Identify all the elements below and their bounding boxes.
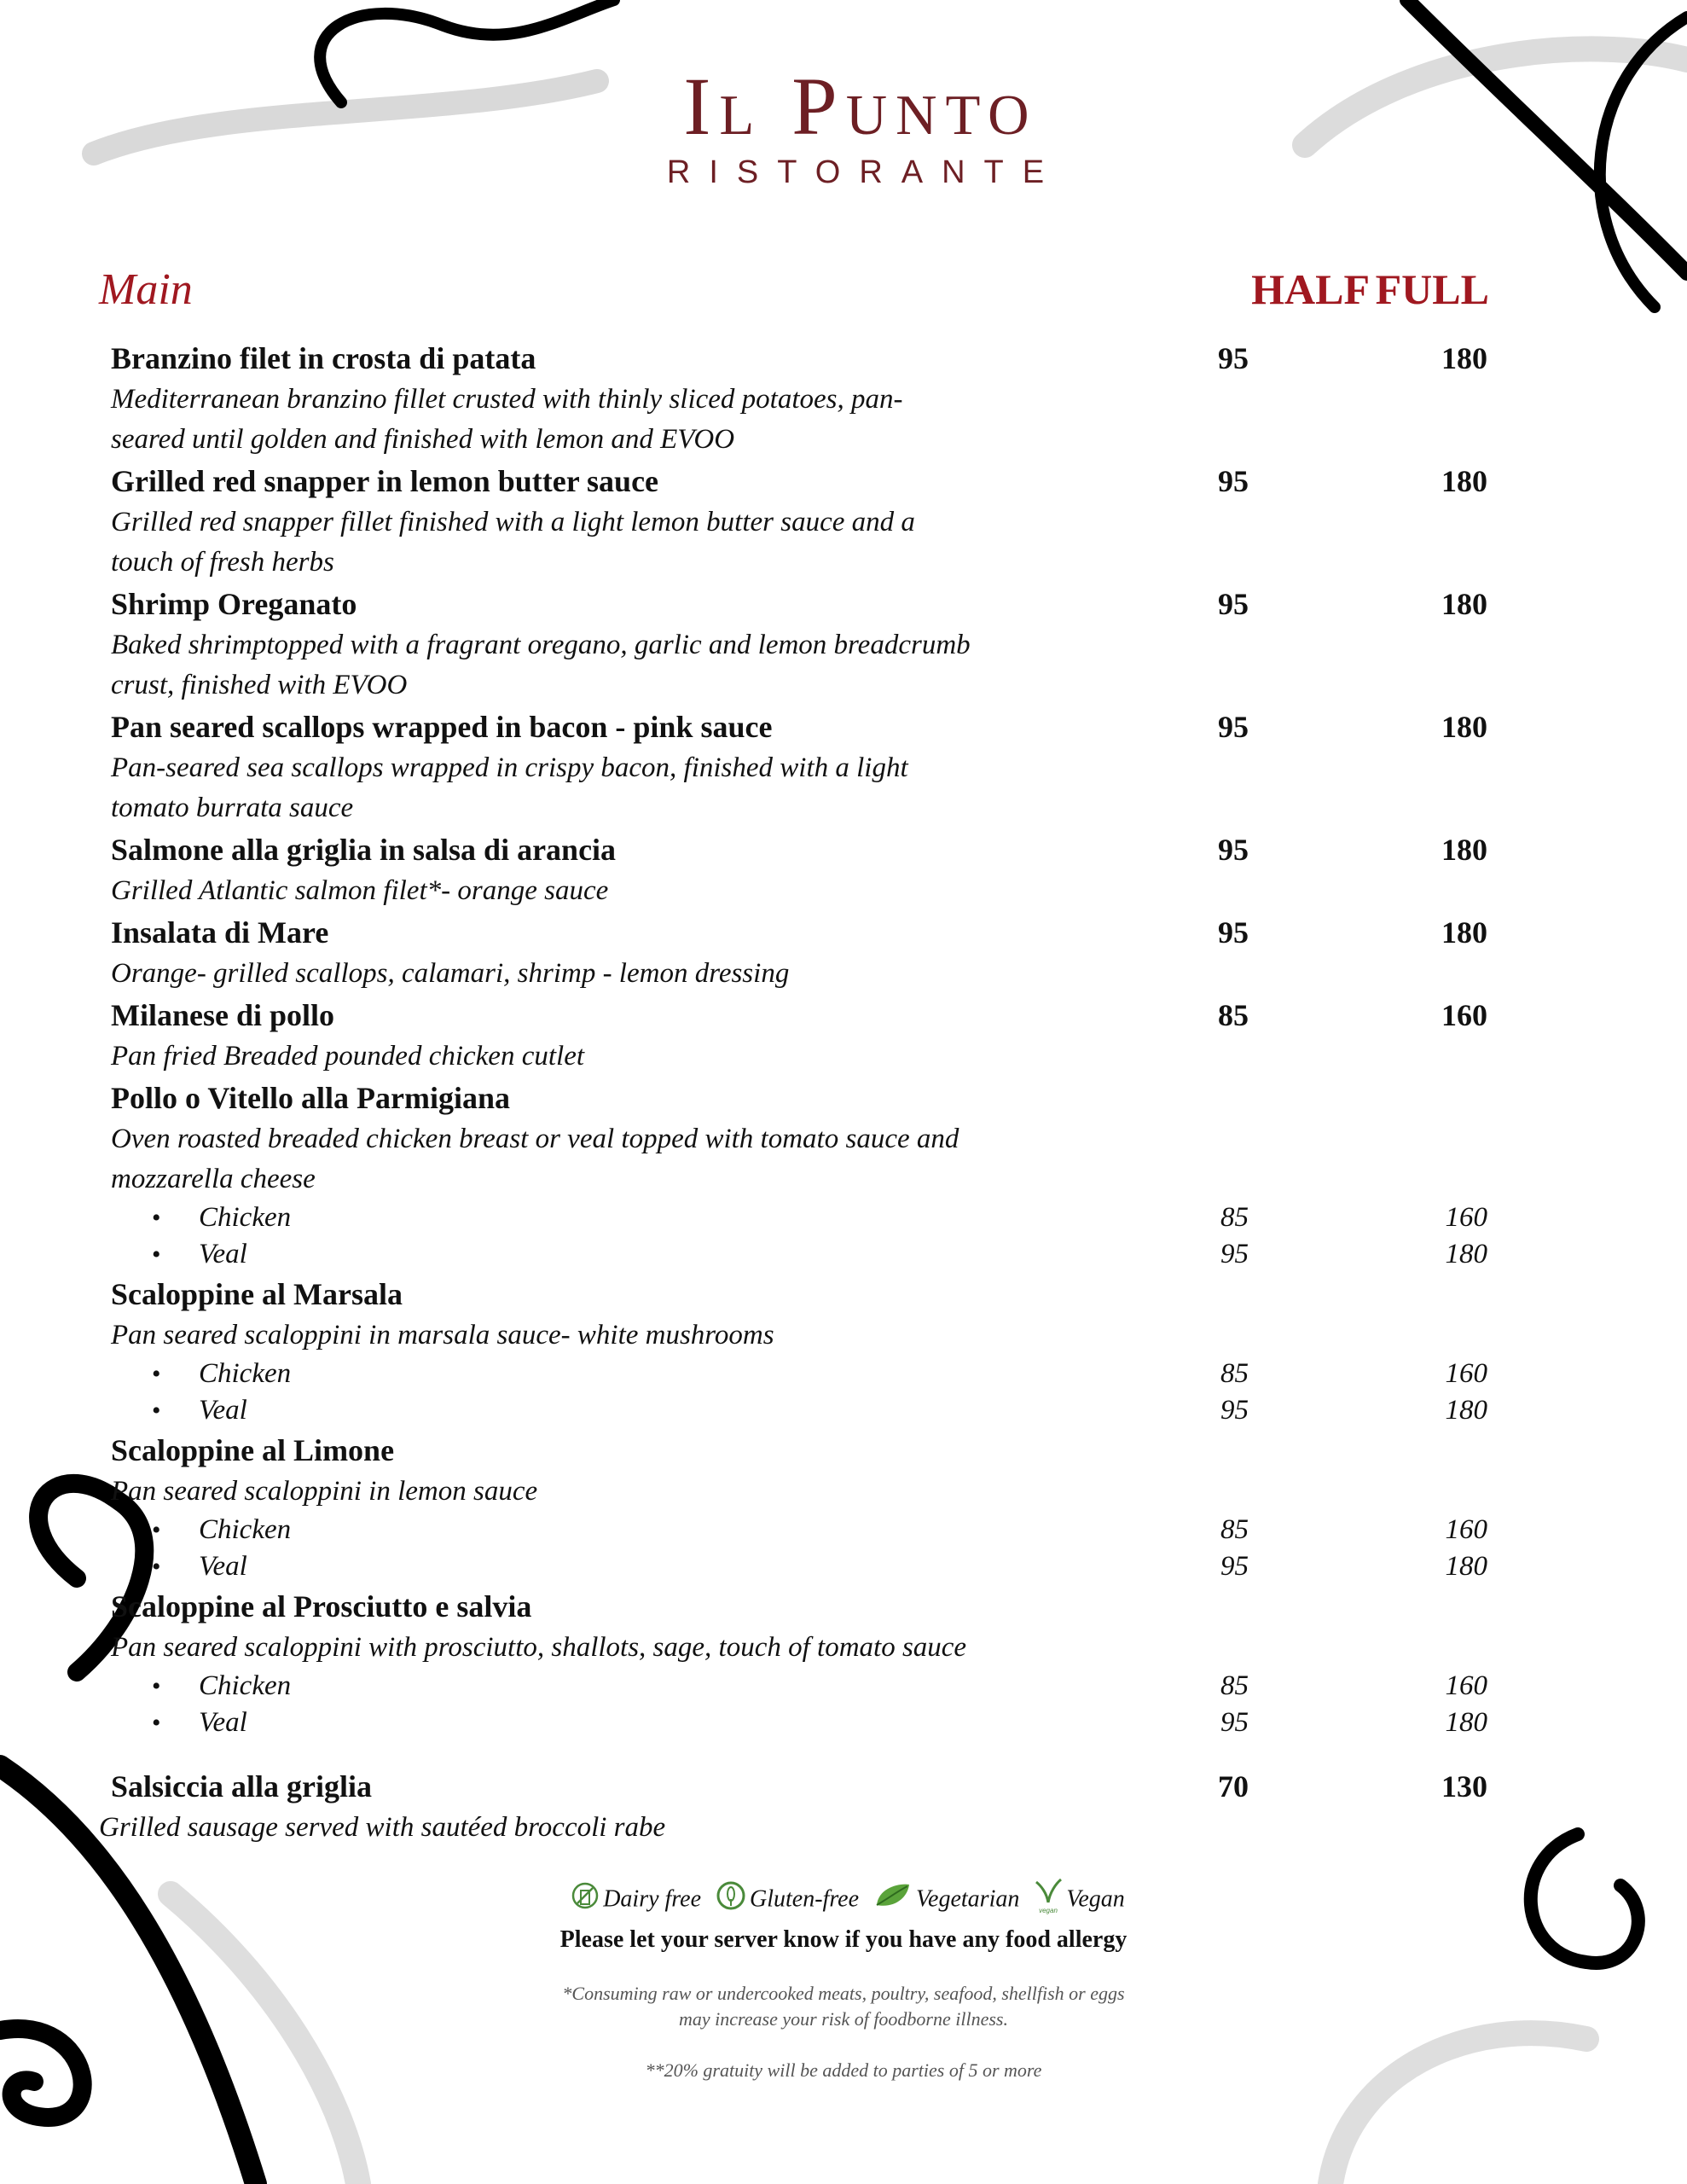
price-full: 180 [1445, 1395, 1487, 1426]
item-name: Grilled red snapper in lemon butter sauce [111, 464, 659, 498]
legend-gluten: Gluten-free [750, 1885, 860, 1913]
column-half-header: HALF [1251, 265, 1370, 313]
option-label: Veal [199, 1707, 247, 1738]
price-full: 180 [1445, 1551, 1487, 1582]
dietary-legend [0, 1877, 1687, 1925]
menu-item [111, 911, 1487, 994]
price-half: 95 [1218, 464, 1249, 498]
item-description [111, 625, 1058, 706]
desc-line: Pan-seared sea scallops wrapped in crispy bacon, finished with a light [111, 752, 908, 783]
price-half: 85 [1220, 1670, 1249, 1701]
price-half: 85 [1218, 998, 1249, 1032]
item-description [111, 1119, 1058, 1199]
menu-item [111, 1077, 1487, 1273]
menu-item [111, 460, 1487, 583]
price-half: 95 [1220, 1239, 1249, 1269]
option-row [111, 1705, 1487, 1741]
allergy-note: Please let your server know if you have any food allergy [559, 1926, 1128, 1953]
item-name: Scaloppine al Marsala [111, 1277, 403, 1311]
price-full: 180 [1445, 1707, 1487, 1738]
price-full: 180 [1441, 587, 1487, 621]
bullet: • [152, 1240, 161, 1269]
menu-item [111, 828, 1487, 911]
menu-list [99, 337, 1487, 1848]
item-description [111, 1316, 1058, 1356]
item-name: Insalata di Mare [111, 915, 329, 950]
price-half: 95 [1218, 915, 1249, 950]
item-name: Scaloppine al Limone [111, 1433, 395, 1467]
gluten-free-icon [716, 1880, 746, 1921]
menu-footer [0, 1877, 1687, 2083]
item-name: Pollo o Vitello alla Parmigiana [111, 1081, 510, 1115]
price-half: 95 [1218, 341, 1249, 375]
option-label: Chicken [199, 1358, 292, 1389]
item-description [111, 748, 1058, 828]
desc-line: Pan seared scaloppini with prosciutto, shallots, sage, touch of tomato sauce [111, 1632, 967, 1663]
option-row [111, 1356, 1487, 1392]
restaurant-logo [0, 60, 1687, 191]
price-full: 130 [1441, 1769, 1487, 1804]
dairy-free-icon [571, 1881, 600, 1920]
menu-item [111, 1429, 1487, 1585]
price-full: 160 [1441, 998, 1487, 1032]
bullet: • [152, 1360, 161, 1388]
option-row [111, 1668, 1487, 1705]
bullet: • [152, 1709, 161, 1737]
section-title: Main [99, 265, 193, 314]
option-row [111, 1548, 1487, 1585]
price-half: 95 [1218, 710, 1249, 744]
item-name: Branzino filet in crosta di patata [111, 341, 536, 375]
price-full: 180 [1441, 341, 1487, 375]
desc-line: seared until golden and finished with lemon and EVOO [111, 424, 735, 455]
vegetarian-leaf-icon [873, 1881, 913, 1920]
column-full-header: FULL [1375, 265, 1489, 313]
price-half: 95 [1220, 1395, 1249, 1426]
item-description [111, 871, 1058, 911]
price-full: 160 [1445, 1358, 1487, 1389]
option-label: Veal [199, 1551, 247, 1582]
price-half: 85 [1220, 1514, 1249, 1545]
price-full: 180 [1445, 1239, 1487, 1269]
menu-item [111, 337, 1487, 460]
item-description [111, 380, 1058, 460]
option-row [111, 1236, 1487, 1273]
gratuity-note: **20% gratuity will be added to parties of 5 or more [645, 2059, 1042, 2081]
price-full: 180 [1441, 915, 1487, 950]
bullet: • [152, 1397, 161, 1425]
option-row [111, 1199, 1487, 1236]
price-full: 180 [1441, 833, 1487, 867]
price-full: 160 [1445, 1202, 1487, 1233]
bullet: • [152, 1553, 161, 1581]
bullet: • [152, 1204, 161, 1232]
item-description [111, 1472, 1058, 1512]
price-half: 95 [1218, 833, 1249, 867]
item-name: Shrimp Oreganato [111, 587, 357, 621]
option-label: Chicken [199, 1514, 292, 1545]
item-name: Milanese di pollo [111, 998, 335, 1032]
option-label: Chicken [199, 1202, 292, 1233]
option-row [111, 1392, 1487, 1429]
logo-name: Il Punto [683, 61, 1038, 152]
vegan-icon-text: vegan [1039, 1907, 1058, 1914]
price-half: 95 [1218, 587, 1249, 621]
option-label: Chicken [199, 1670, 292, 1701]
price-full: 160 [1445, 1670, 1487, 1701]
desc-line: Pan fried Breaded pounded chicken cutlet [111, 1041, 585, 1072]
warning-line: *Consuming raw or undercooked meats, poultry, seafood, shellfish or eggs [562, 1983, 1125, 2004]
item-description [99, 1808, 1046, 1848]
option-row [111, 1512, 1487, 1548]
price-half: 95 [1220, 1551, 1249, 1582]
vegan-sprout-icon [1034, 1877, 1063, 1925]
desc-line: mozzarella cheese [111, 1164, 316, 1194]
option-label: Veal [199, 1395, 247, 1426]
desc-line: Oven roasted breaded chicken breast or veal topped with tomato sauce and [111, 1124, 959, 1154]
desc-line: Grilled red snapper fillet finished with a light lemon butter sauce and a [111, 507, 915, 537]
bullet: • [152, 1516, 161, 1544]
desc-line: crust, finished with EVOO [111, 670, 408, 700]
item-name: Pan seared scallops wrapped in bacon - pink sauce [111, 710, 773, 744]
item-name: Scaloppine al Prosciutto e salvia [111, 1589, 532, 1623]
desc-line: Grilled sausage served with sautéed broccoli rabe [99, 1812, 666, 1843]
desc-line: Baked shrimptopped with a fragrant oregano, garlic and lemon breadcrumb [111, 630, 971, 660]
menu-item [111, 583, 1487, 706]
desc-line: tomato burrata sauce [111, 793, 354, 823]
price-full: 180 [1441, 464, 1487, 498]
section-header [99, 264, 1489, 333]
price-half: 85 [1220, 1202, 1249, 1233]
menu-item [111, 994, 1487, 1077]
item-name: Salsiccia alla griglia [111, 1769, 372, 1804]
menu-item [111, 1585, 1487, 1741]
item-description [111, 1628, 1220, 1668]
menu-item [111, 1273, 1487, 1429]
menu-item [99, 1765, 1487, 1848]
legend-vegetarian: Vegetarian [916, 1885, 1020, 1913]
item-description [111, 954, 1058, 994]
desc-line: touch of fresh herbs [111, 547, 334, 578]
price-half: 95 [1220, 1707, 1249, 1738]
bullet: • [152, 1672, 161, 1700]
desc-line: Mediterranean branzino fillet crusted with thinly sliced potatoes, pan- [111, 384, 903, 415]
price-half: 70 [1218, 1769, 1249, 1804]
menu-item [111, 706, 1487, 828]
item-description [111, 502, 1058, 583]
desc-line: Pan seared scaloppini in lemon sauce [111, 1476, 538, 1507]
option-label: Veal [199, 1239, 247, 1269]
price-full: 180 [1441, 710, 1487, 744]
item-description [111, 1037, 1058, 1077]
price-half: 85 [1220, 1358, 1249, 1389]
price-full: 160 [1445, 1514, 1487, 1545]
desc-line: Grilled Atlantic salmon filet*- orange sauce [111, 875, 609, 906]
legend-dairy: Dairy free [603, 1885, 702, 1913]
warning-line: may increase your risk of foodborne illness. [679, 2008, 1008, 2030]
desc-line: Pan seared scaloppini in marsala sauce- white mushrooms [111, 1320, 774, 1350]
raw-food-warning [0, 1981, 1687, 2032]
item-name: Salmone alla griglia in salsa di arancia [111, 833, 617, 867]
desc-line: Orange- grilled scallops, calamari, shrimp - lemon dressing [111, 958, 790, 989]
logo-subtitle: RISTORANTE [666, 154, 1064, 190]
legend-vegan: Vegan [1066, 1885, 1125, 1913]
